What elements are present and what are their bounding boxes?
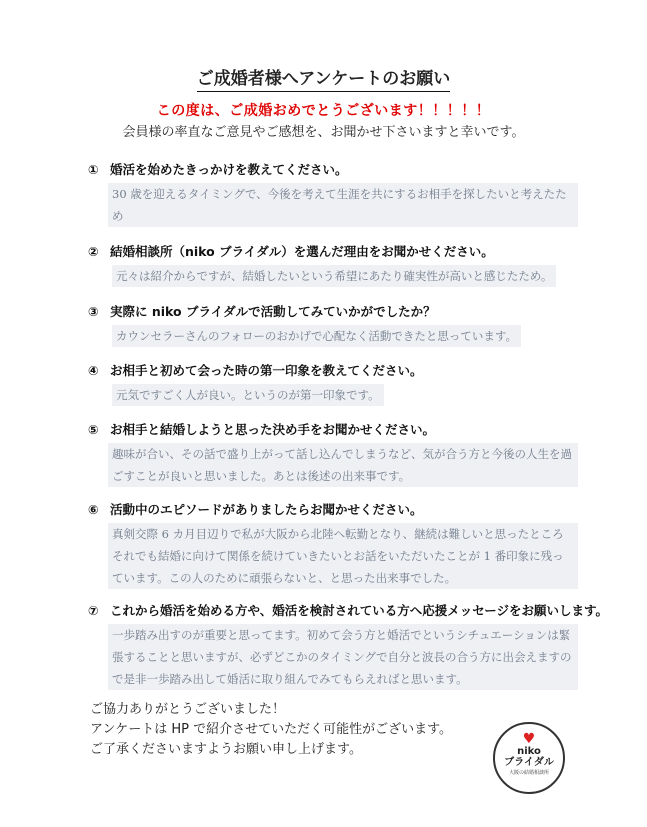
question-heading bbox=[88, 500, 578, 520]
question-text: 活動中のエピソードがありましたらお聞かせください。 bbox=[110, 502, 423, 517]
question-block-7 bbox=[88, 601, 609, 690]
closing-line: アンケートは HP で紹介させていただく可能性がございます。 bbox=[90, 722, 453, 737]
question-number: ④ bbox=[88, 363, 99, 378]
answer-text: 真剣交際 6 カ月目辺りで私が大阪から北陸へ転勤となり、継続は難しいと思ったところそれでも結婚に向けて関係を続けていきたいとお話をいただいたことが 1 番印象に残っています。この人のために頑張らないと、と思った出来事でした。 bbox=[108, 523, 578, 589]
question-heading bbox=[88, 420, 578, 440]
logo-tagline: 大阪の結婚相談所 bbox=[508, 770, 549, 776]
answer-text: 30 歳を迎えるタイミングで、今後を考えて生涯を共にするお相手を探したいと考えたため bbox=[108, 183, 578, 227]
question-text: お相手と初めて会った時の第一印象を教えてください。 bbox=[110, 363, 423, 378]
closing-line: ご了承くださいますようお願い申し上げます。 bbox=[90, 742, 362, 757]
closing-line: ご協力ありがとうございました！ bbox=[90, 702, 286, 717]
congrats-message: この度は、ご成婚おめでとうございます！！！！！ bbox=[156, 103, 491, 119]
page-title bbox=[0, 64, 647, 89]
answer-text: 一歩踏み出すのが重要と思ってます。初めて会う方と婚活でというシチュエーションは緊張することと思いますが、必ずどこかのタイミングで自分と波長の合う方に出会えますので是非一歩踏み出して婚活に取り組んでみてもらえればと思います。 bbox=[108, 624, 578, 690]
question-text: 実際に niko ブライダルで活動してみていかがでしたか？ bbox=[110, 304, 436, 319]
question-heading bbox=[88, 242, 578, 262]
closing-message bbox=[90, 700, 452, 760]
question-heading bbox=[88, 302, 578, 322]
question-heading bbox=[88, 160, 578, 180]
question-number: ① bbox=[88, 162, 99, 177]
question-text: お相手と結婚しようと思った決め手をお聞かせください。 bbox=[110, 422, 436, 437]
question-number: ⑦ bbox=[88, 603, 99, 618]
question-block-1 bbox=[88, 160, 578, 227]
question-block-5 bbox=[88, 420, 578, 487]
question-block-6 bbox=[88, 500, 578, 589]
logo-brand-name: niko bbox=[517, 746, 541, 757]
answer-text: 元気ですごく人が良い。というのが第一印象です。 bbox=[112, 384, 384, 406]
page-title-text: ご成婚者様へアンケートのお願い bbox=[197, 69, 450, 92]
question-block-2 bbox=[88, 242, 578, 287]
question-text: 婚活を始めたきっかけを教えてください。 bbox=[110, 162, 348, 177]
heart-icon: ♥ bbox=[522, 731, 536, 747]
question-number: ③ bbox=[88, 304, 99, 319]
intro-text: 会員様の率直なご意見やご感想を、お聞かせ下さいますと幸いです。 bbox=[122, 125, 525, 140]
question-text: 結婚相談所（niko ブライダル）を選んだ理由をお聞かせください。 bbox=[110, 244, 494, 259]
question-number: ⑤ bbox=[88, 422, 99, 437]
answer-text: 趣味が合い、その話で盛り上がって話し込んでしまうなど、気が合う方と今後の人生を過ごすことが良いと思いました。あとは後述の出来事です。 bbox=[108, 443, 578, 487]
question-number: ⑥ bbox=[88, 502, 99, 517]
question-block-3 bbox=[88, 302, 578, 347]
logo-brand-subname: ブライダル bbox=[504, 757, 554, 768]
answer-text: カウンセラーさんのフォローのおかげで心配なく活動できたと思っています。 bbox=[112, 325, 521, 347]
answer-text: 元々は紹介からですが、結婚したいという希望にあたり確実性が高いと感じたため。 bbox=[112, 265, 556, 287]
question-text: これから婚活を始める方や、婚活を検討されている方へ応援メッセージをお願いします。 bbox=[110, 603, 609, 618]
question-block-4 bbox=[88, 361, 578, 406]
question-heading bbox=[88, 361, 578, 381]
question-heading bbox=[88, 601, 609, 621]
question-number: ② bbox=[88, 244, 99, 259]
niko-bridal-logo bbox=[493, 722, 565, 794]
